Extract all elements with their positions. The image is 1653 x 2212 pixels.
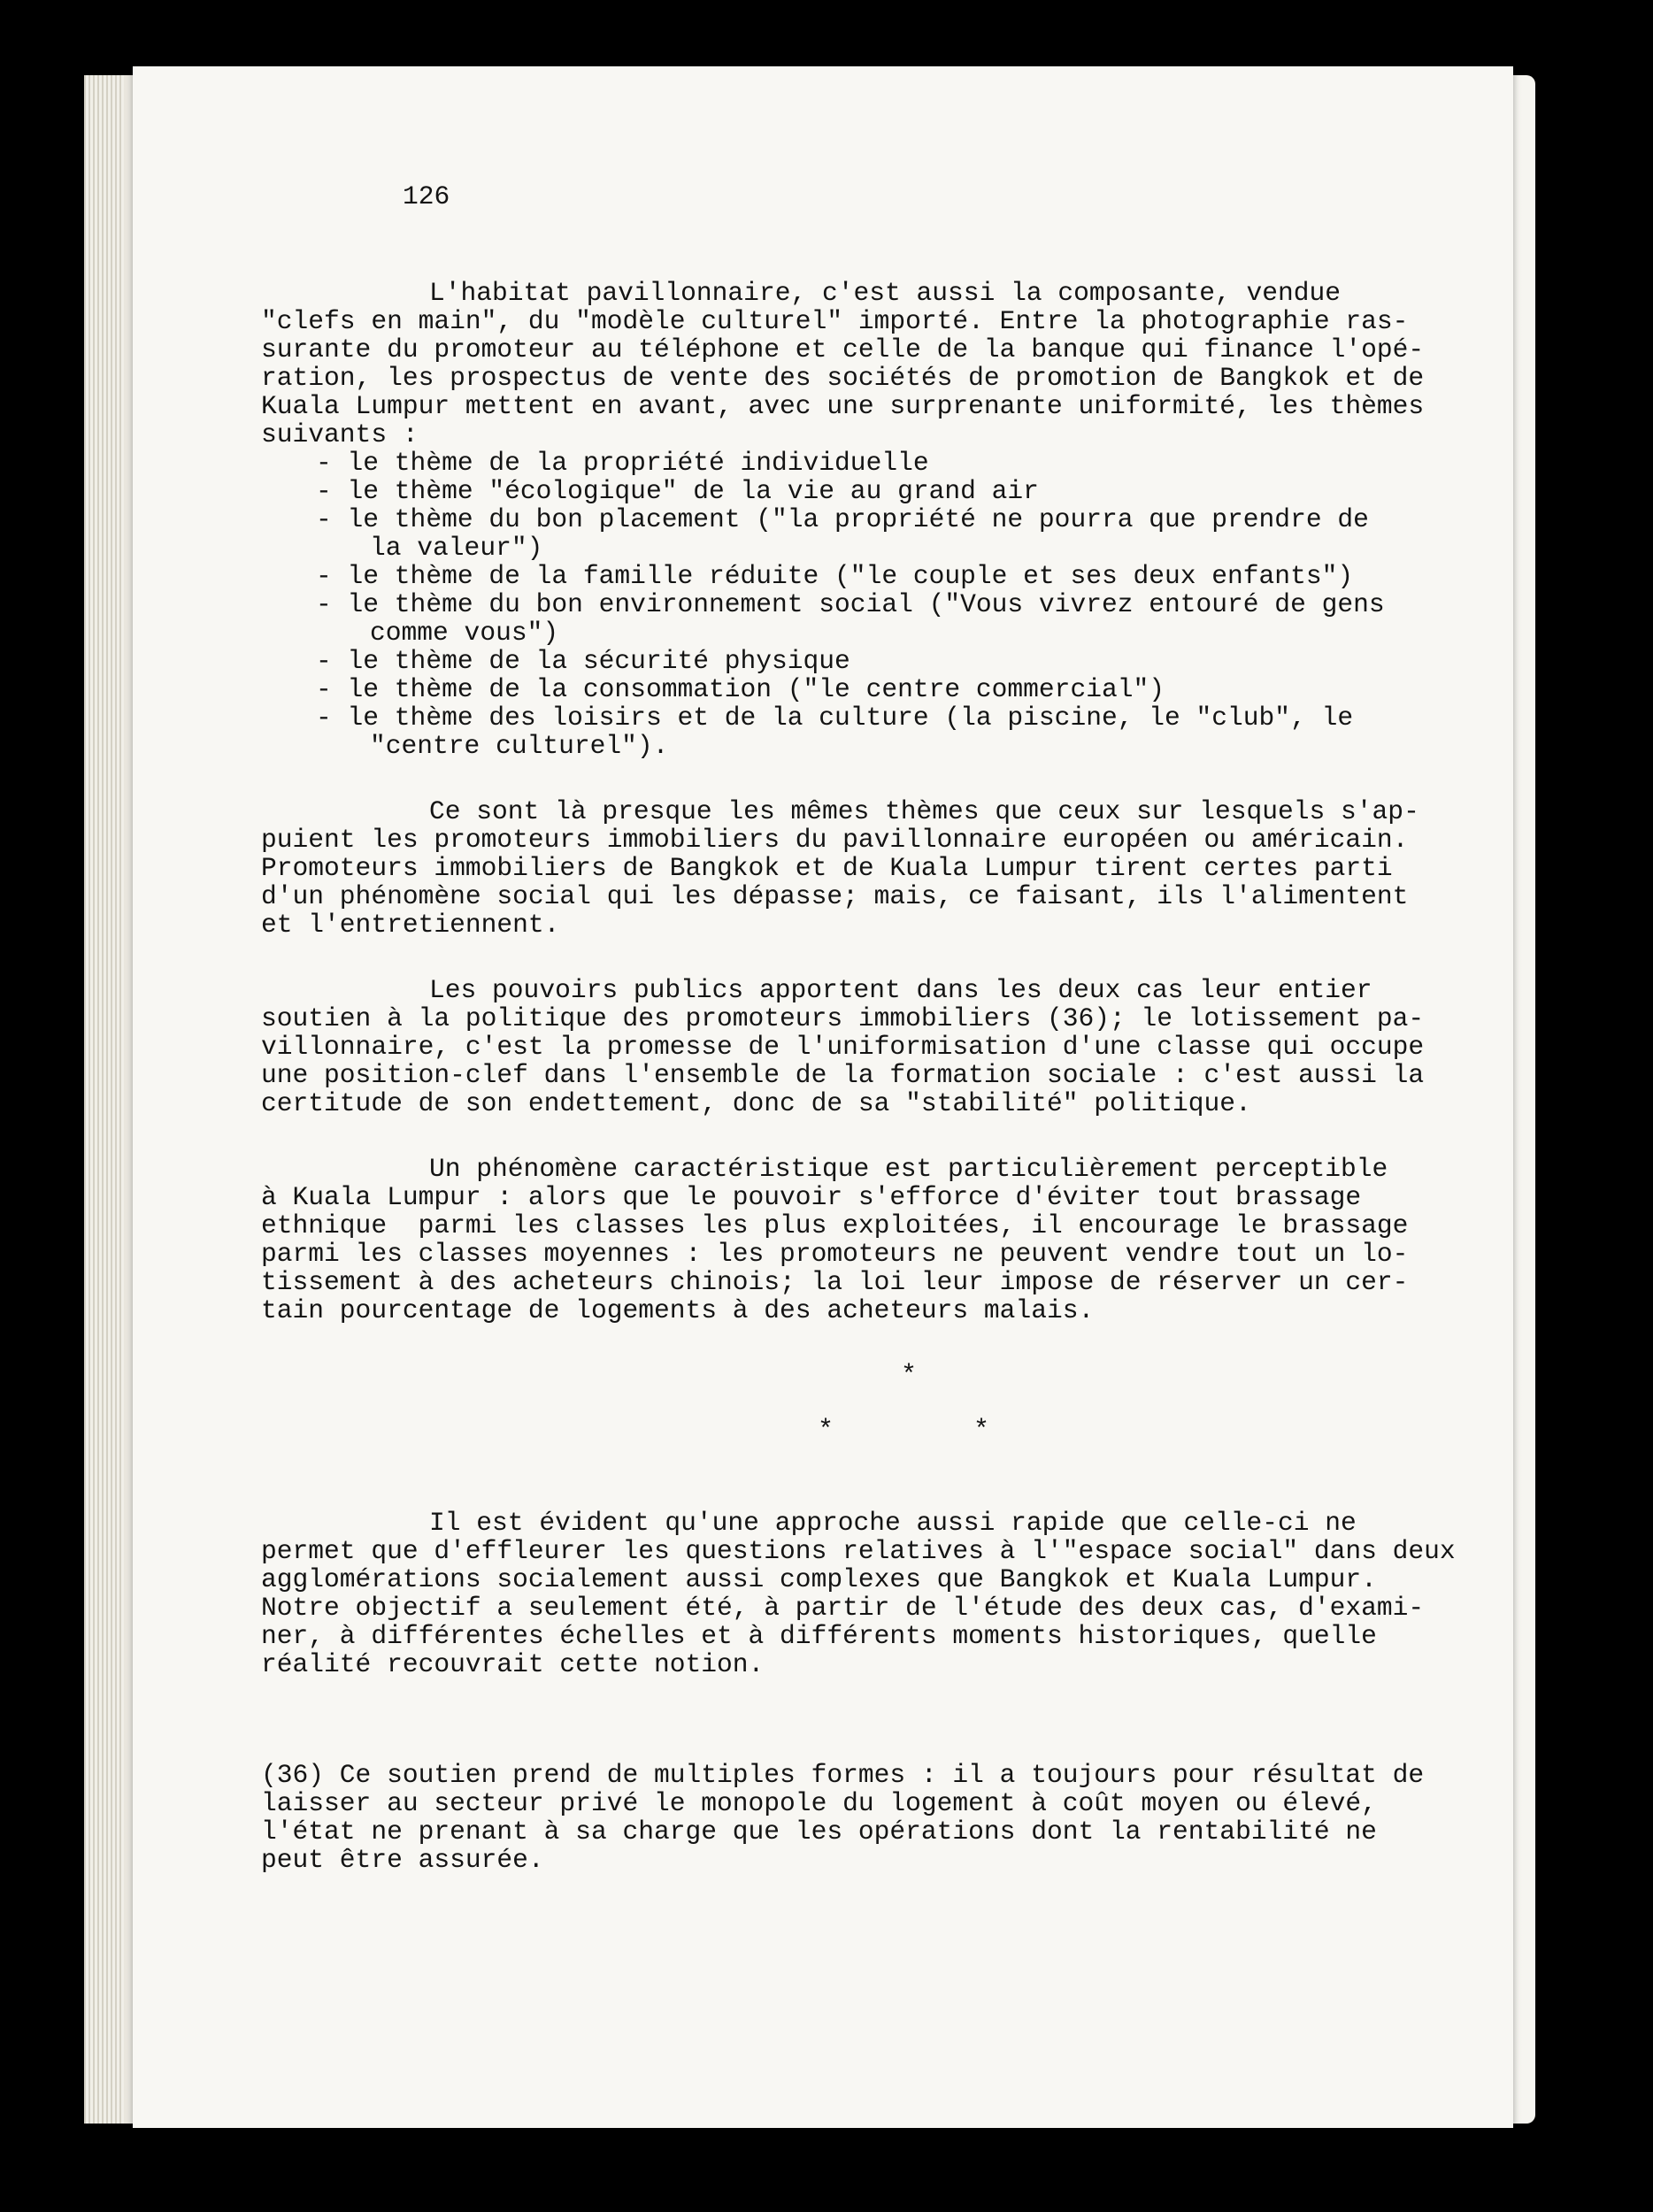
list-item: - le thème de la sécurité physique: [316, 646, 850, 676]
text-line: Kuala Lumpur mettent en avant, avec une surprenante uniformité, les thèmes: [261, 391, 1425, 421]
text-line: ner, à différentes échelles et à différents moments historiques, quelle: [261, 1621, 1377, 1651]
text-line: parmi les classes moyennes : les promoteurs ne peuvent vendre tout un lo-: [261, 1239, 1409, 1269]
text-line: villonnaire, c'est la promesse de l'uniformisation d'une classe qui occupe: [261, 1032, 1425, 1062]
text-line: L'habitat pavillonnaire, c'est aussi la composante, vendue: [429, 278, 1342, 308]
text-line: surante du promoteur au téléphone et celle de la banque qui finance l'opé-: [261, 334, 1425, 365]
text-line: permet que d'effleurer les questions relatives à l'"espace social" dans deux: [261, 1536, 1456, 1566]
paragraph-3: [261, 976, 1447, 1118]
text-line: Un phénomène caractéristique est particulièrement perceptible: [429, 1154, 1388, 1184]
text-line: et l'entretiennent.: [261, 910, 560, 940]
text-line: "clefs en main", du "modèle culturel" importé. Entre la photographie ras-: [261, 306, 1409, 336]
text-line: agglomérations socialement aussi complexes que Bangkok et Kuala Lumpur.: [261, 1564, 1377, 1594]
footnote-line: l'état ne prenant à sa charge que les opérations dont la rentabilité ne: [261, 1816, 1377, 1847]
paragraph-5: [261, 1508, 1456, 1679]
footnote-line: laisser au secteur privé le monopole du logement à coût moyen ou élevé,: [261, 1788, 1377, 1818]
text-line: suivants :: [261, 419, 419, 449]
list-item: - le thème de la consommation ("le centre commercial"): [316, 674, 1165, 704]
text-line: réalité recouvrait cette notion.: [261, 1649, 765, 1679]
list-item-continuation: "centre culturel").: [370, 731, 669, 761]
list-item: - le thème "écologique" de la vie au grand air: [316, 476, 1039, 506]
list-item: - le thème du bon placement ("la propriété ne pourra que prendre de: [316, 504, 1369, 534]
text-line: soutien à la politique des promoteurs immobiliers (36); le lotissement pa-: [261, 1003, 1425, 1033]
list-item: - le thème de la propriété individuelle: [316, 448, 929, 478]
text-line: d'un phénomène social qui les dépasse; mais, ce faisant, ils l'alimentent: [261, 881, 1409, 911]
footnote-line: (36) Ce soutien prend de multiples formes : il a toujours pour résultat de: [261, 1760, 1425, 1790]
separator-star: *: [973, 1416, 990, 1446]
text-line: Promoteurs immobiliers de Bangkok et de Kuala Lumpur tirent certes parti: [261, 853, 1393, 883]
text-line: Notre objectif a seulement été, à partir de l'étude des deux cas, d'exami-: [261, 1593, 1425, 1623]
text-line: Les pouvoirs publics apportent dans les deux cas leur entier: [429, 975, 1372, 1005]
text-line: tissement à des acheteurs chinois; la loi leur impose de réserver un cer-: [261, 1267, 1409, 1297]
paragraph-1: [261, 279, 1447, 449]
text-line: ration, les prospectus de vente des sociétés de promotion de Bangkok et de: [261, 363, 1425, 393]
text-line: puient les promoteurs immobiliers du pavillonnaire européen ou américain.: [261, 825, 1409, 855]
separator-star: *: [818, 1416, 834, 1446]
page-content: [261, 279, 1447, 1325]
paragraph-4: [261, 1155, 1447, 1325]
text-line: à Kuala Lumpur : alors que le pouvoir s'efforce d'éviter tout brassage: [261, 1182, 1362, 1212]
text-line: une position-clef dans l'ensemble de la formation sociale : c'est aussi la: [261, 1060, 1425, 1090]
text-line: tain pourcentage de logements à des acheteurs malais.: [261, 1295, 1095, 1325]
paragraph-2: [261, 797, 1447, 939]
list-item: - le thème du bon environnement social ("Vous vivrez entouré de gens: [316, 589, 1385, 619]
list-item-continuation: la valeur"): [370, 533, 543, 563]
text-line: Ce sont là presque les mêmes thèmes que ceux sur lesquels s'ap-: [429, 796, 1419, 826]
list-item: - le thème de la famille réduite ("le couple et ses deux enfants"): [316, 561, 1354, 591]
page-edges: [84, 75, 124, 2124]
theme-list: [261, 449, 1447, 760]
closing-section: [261, 1508, 1456, 1679]
footnote-line: peut être assurée.: [261, 1845, 544, 1875]
list-item-continuation: comme vous"): [370, 618, 559, 648]
footnote: [261, 1761, 1447, 1874]
page-number: 126: [403, 181, 450, 211]
text-line: Il est évident qu'une approche aussi rapide que celle-ci ne: [429, 1508, 1357, 1538]
separator-star: *: [901, 1361, 918, 1391]
text-line: certitude de son endettement, donc de sa "stabilité" politique.: [261, 1088, 1251, 1118]
text-line: ethnique parmi les classes les plus exploitées, il encourage le brassage: [261, 1210, 1409, 1240]
list-item: - le thème des loisirs et de la culture (la piscine, le "club", le: [316, 703, 1354, 733]
